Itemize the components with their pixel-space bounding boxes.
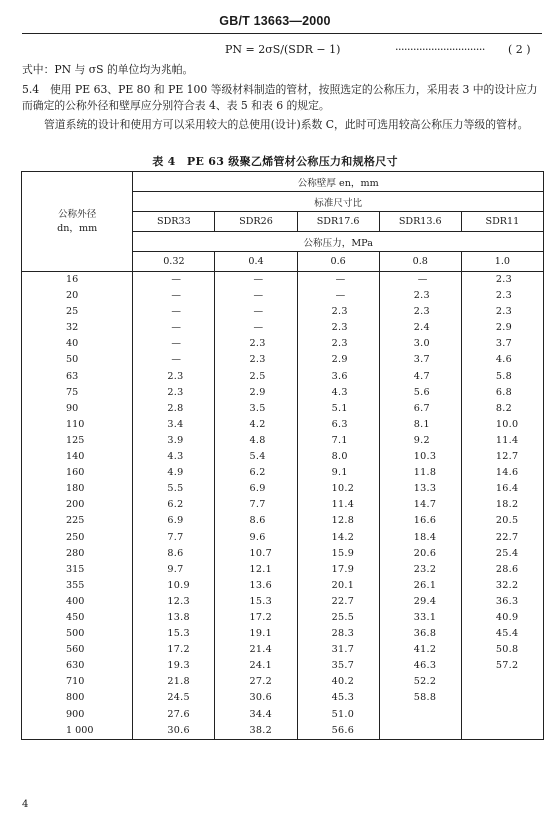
wall-thickness-cell: 38.2: [215, 723, 297, 740]
wall-thickness-cell: 26.1: [379, 578, 461, 594]
sdr-value: SDR17.6: [297, 212, 379, 232]
outer-diameter-cell: 710: [22, 674, 133, 690]
wall-thickness-cell: 2.3: [461, 304, 543, 320]
wall-thickness-cell: 6.2: [133, 497, 215, 513]
wall-thickness-cell: 3.7: [379, 352, 461, 368]
wall-thickness-cell: 21.8: [133, 674, 215, 690]
outer-diameter-cell: 200: [22, 497, 133, 513]
header-rule: [22, 33, 542, 34]
wall-thickness-cell: —: [133, 352, 215, 368]
wall-thickness-cell: 10.9: [133, 578, 215, 594]
wall-thickness-cell: 11.4: [297, 497, 379, 513]
nominal-pressure-header: 公称压力，MPa: [133, 232, 544, 252]
wall-thickness-cell: 6.9: [133, 513, 215, 529]
outer-diameter-cell: 40: [22, 336, 133, 352]
wall-thickness-cell: 19.3: [133, 658, 215, 674]
wall-thickness-cell: 2.4: [379, 320, 461, 336]
wall-thickness-cell: 10.3: [379, 449, 461, 465]
pressure-value: 0.32: [133, 252, 215, 272]
wall-thickness-cell: 7.7: [215, 497, 297, 513]
table-row: [22, 449, 544, 465]
table-row: [22, 674, 544, 690]
wall-thickness-cell: 2.3: [215, 352, 297, 368]
wall-thickness-cell: —: [215, 272, 297, 289]
table-title: 表 4 PE 63 级聚乙烯管材公称压力和规格尺寸: [152, 155, 398, 168]
wall-thickness-cell: 15.3: [133, 626, 215, 642]
wall-thickness-cell: 4.7: [379, 369, 461, 385]
pressure-value: 0.8: [379, 252, 461, 272]
table-row: [22, 272, 544, 289]
wall-thickness-cell: —: [133, 304, 215, 320]
outer-diameter-cell: 20: [22, 288, 133, 304]
sdr-header: 标准尺寸比: [133, 192, 544, 212]
outer-diameter-cell: 315: [22, 562, 133, 578]
wall-thickness-cell: 3.9: [133, 433, 215, 449]
wall-thickness-cell: —: [215, 320, 297, 336]
outer-diameter-cell: 25: [22, 304, 133, 320]
wall-thickness-cell: 5.8: [461, 369, 543, 385]
wall-thickness-cell: 9.7: [133, 562, 215, 578]
pipe-spec-table-body: [22, 272, 544, 740]
table-row: [22, 562, 544, 578]
pipe-spec-table: [21, 171, 544, 740]
wall-thickness-cell: 11.4: [461, 433, 543, 449]
wall-thickness-cell: 50.8: [461, 642, 543, 658]
wall-thickness-cell: 9.1: [297, 465, 379, 481]
wall-thickness-cell: 7.7: [133, 530, 215, 546]
wall-thickness-cell: 15.9: [297, 546, 379, 562]
table-row: [22, 642, 544, 658]
wall-thickness-cell: 10.2: [297, 481, 379, 497]
wall-thickness-cell: 3.5: [215, 401, 297, 417]
wall-thickness-cell: 6.8: [461, 385, 543, 401]
wall-thickness-cell: 32.2: [461, 578, 543, 594]
wall-thickness-cell: 20.5: [461, 513, 543, 529]
wall-thickness-cell: 45.4: [461, 626, 543, 642]
wall-thickness-cell: [461, 690, 543, 706]
wall-thickness-cell: 22.7: [461, 530, 543, 546]
wall-thickness-cell: 27.6: [133, 707, 215, 723]
wall-thickness-cell: 4.3: [133, 449, 215, 465]
pressure-value: 1.0: [461, 252, 543, 272]
outer-diameter-cell: 63: [22, 369, 133, 385]
table-row: [22, 369, 544, 385]
table-row: [22, 658, 544, 674]
outer-diameter-cell: 50: [22, 352, 133, 368]
wall-thickness-cell: 36.8: [379, 626, 461, 642]
wall-thickness-cell: 13.8: [133, 610, 215, 626]
outer-diameter-cell: 500: [22, 626, 133, 642]
design-note: 管道系统的设计和使用方可以采用较大的总使用(设计)系数 C，此时可选用较高公称压力等级的管材。: [44, 118, 529, 131]
outer-diameter-cell: 250: [22, 530, 133, 546]
wall-thickness-cell: 2.3: [297, 304, 379, 320]
table-row: [22, 320, 544, 336]
wall-thickness-header: 公称壁厚 en，mm: [133, 172, 544, 192]
wall-thickness-cell: 15.3: [215, 594, 297, 610]
outer-diameter-cell: 110: [22, 417, 133, 433]
sdr-value: SDR13.6: [379, 212, 461, 232]
sdr-value: SDR26: [215, 212, 297, 232]
outer-diameter-cell: 180: [22, 481, 133, 497]
wall-thickness-cell: 3.6: [297, 369, 379, 385]
outer-diameter-cell: 900: [22, 707, 133, 723]
wall-thickness-cell: 6.3: [297, 417, 379, 433]
wall-thickness-cell: 27.2: [215, 674, 297, 690]
wall-thickness-cell: 8.0: [297, 449, 379, 465]
wall-thickness-cell: 4.3: [297, 385, 379, 401]
table-row: [22, 723, 544, 740]
wall-thickness-cell: [379, 707, 461, 723]
wall-thickness-cell: 34.4: [215, 707, 297, 723]
wall-thickness-cell: 22.7: [297, 594, 379, 610]
outer-diameter-cell: 75: [22, 385, 133, 401]
wall-thickness-cell: 2.3: [297, 336, 379, 352]
wall-thickness-cell: 2.3: [379, 304, 461, 320]
wall-thickness-cell: 2.9: [215, 385, 297, 401]
wall-thickness-cell: 3.0: [379, 336, 461, 352]
wall-thickness-cell: 40.2: [297, 674, 379, 690]
wall-thickness-cell: 9.6: [215, 530, 297, 546]
wall-thickness-cell: 8.6: [133, 546, 215, 562]
formula-line: [0, 43, 550, 59]
outer-diameter-cell: 125: [22, 433, 133, 449]
wall-thickness-cell: 30.6: [215, 690, 297, 706]
outer-diameter-cell: 560: [22, 642, 133, 658]
wall-thickness-cell: 13.6: [215, 578, 297, 594]
wall-thickness-cell: 16.6: [379, 513, 461, 529]
outer-diameter-cell: 140: [22, 449, 133, 465]
wall-thickness-cell: 24.1: [215, 658, 297, 674]
wall-thickness-cell: 14.6: [461, 465, 543, 481]
wall-thickness-cell: 25.4: [461, 546, 543, 562]
wall-thickness-cell: 12.7: [461, 449, 543, 465]
wall-thickness-cell: 33.1: [379, 610, 461, 626]
wall-thickness-cell: 40.9: [461, 610, 543, 626]
outer-diameter-cell: 450: [22, 610, 133, 626]
wall-thickness-cell: 14.2: [297, 530, 379, 546]
wall-thickness-cell: 8.2: [461, 401, 543, 417]
wall-thickness-cell: 20.1: [297, 578, 379, 594]
wall-thickness-cell: —: [297, 272, 379, 289]
wall-thickness-cell: —: [133, 336, 215, 352]
wall-thickness-cell: 57.2: [461, 658, 543, 674]
outer-diameter-cell: 32: [22, 320, 133, 336]
wall-thickness-cell: 29.4: [379, 594, 461, 610]
wall-thickness-cell: 2.3: [215, 336, 297, 352]
formula-expression: PN = 2σS/(SDR − 1): [225, 43, 341, 56]
wall-thickness-cell: [461, 707, 543, 723]
wall-thickness-cell: —: [215, 288, 297, 304]
wall-thickness-cell: 6.7: [379, 401, 461, 417]
table-row: [22, 352, 544, 368]
wall-thickness-cell: 46.3: [379, 658, 461, 674]
wall-thickness-cell: 41.2: [379, 642, 461, 658]
table-row: [22, 465, 544, 481]
table-row: [22, 417, 544, 433]
formula-leader-dots: ······························: [395, 43, 485, 56]
table-row: [22, 401, 544, 417]
where-clause: 式中：PN 与 σS 的单位均为兆帕。: [22, 63, 194, 76]
table-row: [22, 304, 544, 320]
wall-thickness-cell: 21.4: [215, 642, 297, 658]
wall-thickness-cell: 30.6: [133, 723, 215, 740]
wall-thickness-cell: 4.8: [215, 433, 297, 449]
sdr-value: SDR33: [133, 212, 215, 232]
wall-thickness-cell: 2.3: [133, 385, 215, 401]
outer-diameter-cell: 90: [22, 401, 133, 417]
clause-5-4: [22, 82, 546, 114]
wall-thickness-cell: 2.3: [297, 320, 379, 336]
wall-thickness-cell: —: [297, 288, 379, 304]
wall-thickness-cell: 2.3: [133, 369, 215, 385]
wall-thickness-cell: 16.4: [461, 481, 543, 497]
wall-thickness-cell: 4.2: [215, 417, 297, 433]
wall-thickness-cell: [379, 723, 461, 740]
wall-thickness-cell: 17.2: [215, 610, 297, 626]
wall-thickness-cell: 6.2: [215, 465, 297, 481]
wall-thickness-cell: 2.5: [215, 369, 297, 385]
wall-thickness-cell: 17.9: [297, 562, 379, 578]
wall-thickness-cell: 56.6: [297, 723, 379, 740]
table-row: [22, 481, 544, 497]
wall-thickness-cell: [461, 674, 543, 690]
table-row: [22, 530, 544, 546]
wall-thickness-cell: 12.8: [297, 513, 379, 529]
outer-diameter-cell: 1 000: [22, 723, 133, 740]
wall-thickness-cell: —: [215, 304, 297, 320]
wall-thickness-cell: 8.6: [215, 513, 297, 529]
wall-thickness-cell: 58.8: [379, 690, 461, 706]
wall-thickness-cell: 4.6: [461, 352, 543, 368]
wall-thickness-cell: 19.1: [215, 626, 297, 642]
table-row: [22, 578, 544, 594]
outer-diameter-cell: 400: [22, 594, 133, 610]
wall-thickness-cell: 18.4: [379, 530, 461, 546]
wall-thickness-cell: 28.3: [297, 626, 379, 642]
wall-thickness-cell: 5.6: [379, 385, 461, 401]
outer-diameter-cell: 16: [22, 272, 133, 289]
formula-number: ( 2 ): [508, 43, 531, 56]
wall-thickness-cell: 23.2: [379, 562, 461, 578]
wall-thickness-cell: 11.8: [379, 465, 461, 481]
wall-thickness-cell: 5.5: [133, 481, 215, 497]
pressure-value: 0.6: [297, 252, 379, 272]
wall-thickness-cell: 2.3: [461, 288, 543, 304]
table-row: [22, 690, 544, 706]
clause-5-4-line-2: 而确定的公称外径和壁厚应分别符合表 4、表 5 和表 6 的规定。: [22, 99, 330, 112]
wall-thickness-cell: 2.8: [133, 401, 215, 417]
wall-thickness-cell: 51.0: [297, 707, 379, 723]
wall-thickness-cell: 35.7: [297, 658, 379, 674]
wall-thickness-cell: —: [133, 320, 215, 336]
wall-thickness-cell: 2.3: [379, 288, 461, 304]
wall-thickness-cell: —: [133, 272, 215, 289]
page-number: 4: [22, 799, 29, 810]
table-row: [22, 610, 544, 626]
table-row: [22, 497, 544, 513]
table-row: [22, 288, 544, 304]
standard-code-header: GB/T 13663—2000: [219, 14, 331, 28]
wall-thickness-cell: 28.6: [461, 562, 543, 578]
wall-thickness-cell: 36.3: [461, 594, 543, 610]
wall-thickness-cell: 25.5: [297, 610, 379, 626]
table-row: [22, 513, 544, 529]
wall-thickness-cell: 2.9: [461, 320, 543, 336]
table-row: [22, 336, 544, 352]
sdr-value: SDR11: [461, 212, 543, 232]
wall-thickness-cell: 24.5: [133, 690, 215, 706]
wall-thickness-cell: 17.2: [133, 642, 215, 658]
table-row: [22, 433, 544, 449]
wall-thickness-cell: —: [133, 288, 215, 304]
wall-thickness-cell: 45.3: [297, 690, 379, 706]
wall-thickness-cell: [461, 723, 543, 740]
wall-thickness-cell: 12.3: [133, 594, 215, 610]
wall-thickness-cell: 2.9: [297, 352, 379, 368]
outer-diameter-cell: 225: [22, 513, 133, 529]
wall-thickness-cell: 7.1: [297, 433, 379, 449]
outer-diameter-cell: 800: [22, 690, 133, 706]
wall-thickness-cell: 9.2: [379, 433, 461, 449]
wall-thickness-cell: 8.1: [379, 417, 461, 433]
wall-thickness-cell: 18.2: [461, 497, 543, 513]
table-row: [22, 626, 544, 642]
table-row: [22, 594, 544, 610]
outer-diameter-cell: 355: [22, 578, 133, 594]
wall-thickness-cell: 52.2: [379, 674, 461, 690]
outer-diameter-cell: 630: [22, 658, 133, 674]
wall-thickness-cell: 14.7: [379, 497, 461, 513]
outer-diameter-header-line-1: 公称外径: [57, 208, 97, 220]
outer-diameter-cell: 160: [22, 465, 133, 481]
wall-thickness-cell: 13.3: [379, 481, 461, 497]
wall-thickness-cell: 20.6: [379, 546, 461, 562]
wall-thickness-cell: 10.0: [461, 417, 543, 433]
table-row: [22, 707, 544, 723]
pressure-value: 0.4: [215, 252, 297, 272]
wall-thickness-cell: 3.4: [133, 417, 215, 433]
wall-thickness-cell: —: [379, 272, 461, 289]
wall-thickness-cell: 5.4: [215, 449, 297, 465]
wall-thickness-cell: 3.7: [461, 336, 543, 352]
wall-thickness-cell: 4.9: [133, 465, 215, 481]
clause-5-4-line-1: 5.4 使用 PE 63、PE 80 和 PE 100 等级材料制造的管材，按照选定的公称压力，采用表 3 中的设计应力: [22, 83, 538, 96]
outer-diameter-header-line-2: dn，mm: [57, 222, 98, 234]
wall-thickness-cell: 12.1: [215, 562, 297, 578]
wall-thickness-cell: 5.1: [297, 401, 379, 417]
outer-diameter-header: [22, 172, 133, 272]
wall-thickness-cell: 6.9: [215, 481, 297, 497]
wall-thickness-cell: 31.7: [297, 642, 379, 658]
table-row: [22, 546, 544, 562]
outer-diameter-cell: 280: [22, 546, 133, 562]
wall-thickness-cell: 10.7: [215, 546, 297, 562]
table-row: [22, 385, 544, 401]
wall-thickness-cell: 2.3: [461, 272, 543, 289]
